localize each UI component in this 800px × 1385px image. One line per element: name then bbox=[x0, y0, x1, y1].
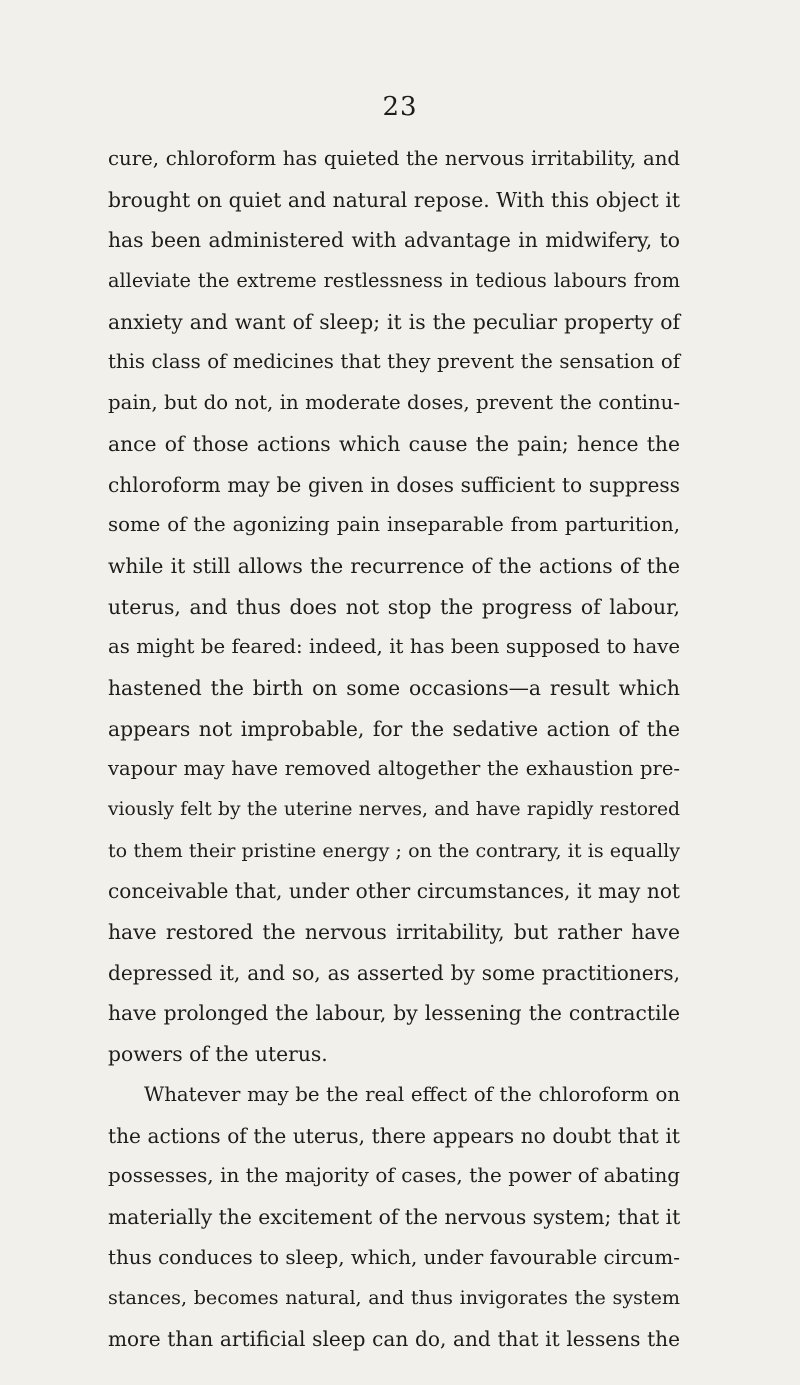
text-line: have restored the nervous irritability, but rather have bbox=[108, 920, 680, 945]
text-line: as might be feared: indeed, it has been supposed to have bbox=[108, 635, 680, 659]
text-line: have prolonged the labour, by lessening the contractile bbox=[108, 1001, 680, 1026]
text-line: uterus, and thus does not stop the progress of labour, bbox=[108, 594, 680, 619]
text-line: materially the excitement of the nervous system; that it bbox=[108, 1204, 681, 1229]
body-text bbox=[108, 139, 680, 1360]
paragraph bbox=[108, 1075, 680, 1360]
text-line: some of the agonizing pain inseparable from parturition, bbox=[108, 513, 680, 537]
text-line: vapour may have removed altogether the exhaustion pre- bbox=[108, 757, 680, 781]
text-line: conceivable that, under other circumstances, it may not bbox=[108, 879, 680, 904]
text-line: viously felt by the uterine nerves, and have rapidly restored bbox=[108, 799, 680, 820]
text-line: the actions of the uterus, there appears no doubt that it bbox=[108, 1123, 680, 1148]
text-line: thus conduces to sleep, which, under favourable circum- bbox=[108, 1245, 680, 1269]
text-line: appears not improbable, for the sedative action of the bbox=[108, 716, 680, 741]
text-line: while it still allows the recurrence of the actions of the bbox=[108, 553, 680, 578]
text-line: depressed it, and so, as asserted by some practitioners, bbox=[108, 960, 680, 985]
text-line: more than artificial sleep can do, and that it lessens the bbox=[108, 1326, 680, 1351]
text-line: cure, chloroform has quieted the nervous irritability, and bbox=[108, 147, 680, 170]
text-line: this class of medicines that they prevent the sensation of bbox=[108, 350, 680, 374]
text-line: stances, becomes natural, and thus invigorates the system bbox=[108, 1286, 680, 1310]
paragraph bbox=[108, 139, 680, 1075]
text-line: alleviate the extreme restlessness in tedious labours from bbox=[108, 269, 680, 293]
page-number: 23 bbox=[382, 92, 418, 122]
text-line: Whatever may be the real effect of the chloroform on bbox=[144, 1082, 680, 1106]
text-line: hastened the birth on some occasions—a result which bbox=[108, 675, 680, 700]
text-line: brought on quiet and natural repose. With this object it bbox=[108, 187, 680, 212]
text-line: ance of those actions which cause the pain; hence the bbox=[108, 431, 680, 456]
text-line: has been administered with advantage in midwifery, to bbox=[108, 228, 680, 253]
text-line: to them their pristine energy ; on the contrary, it is equally bbox=[108, 838, 680, 862]
text-line: pain, but do not, in moderate doses, prevent the continu- bbox=[108, 391, 680, 415]
text-line: powers of the uterus. bbox=[108, 1042, 328, 1067]
text-line: chloroform may be given in doses sufficient to suppress bbox=[108, 472, 680, 497]
text-line: anxiety and want of sleep; it is the peculiar property of bbox=[108, 309, 680, 334]
text-line: possesses, in the majority of cases, the power of abating bbox=[108, 1164, 680, 1188]
